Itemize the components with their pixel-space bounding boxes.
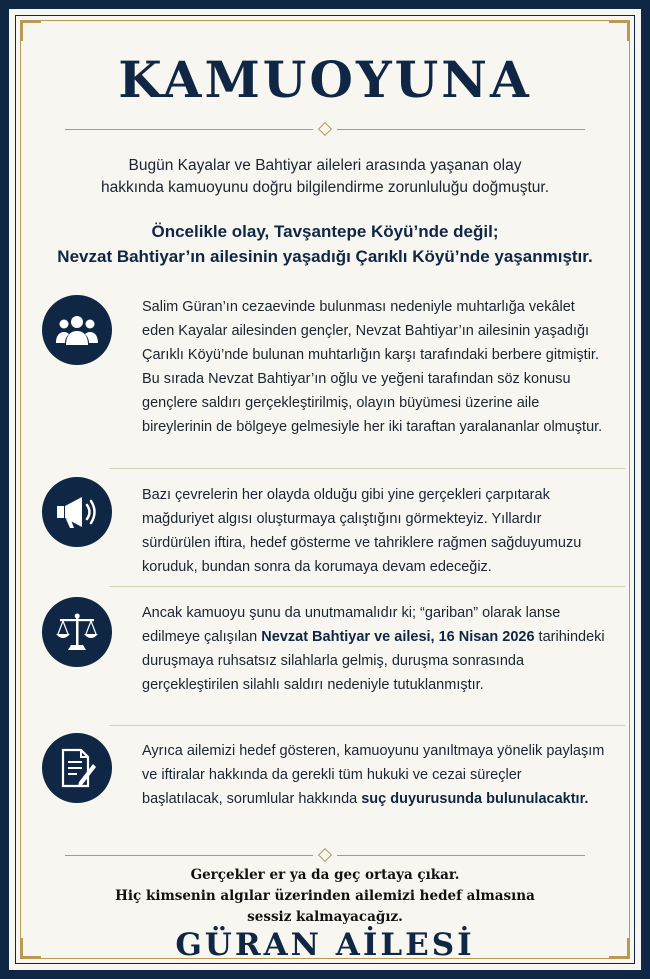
intro-paragraph <box>39 155 611 199</box>
scales-of-justice-icon <box>42 597 112 667</box>
statement-section <box>35 473 615 583</box>
section-text <box>142 601 605 697</box>
section-text-part: Ancak kamuoyu şunu da unutmamalıdır ki; “gariban” olarak lanse edilmeye çalışılan <box>142 605 561 645</box>
statement-section <box>35 729 615 837</box>
section-divider <box>109 725 625 726</box>
closing-statement <box>49 865 601 928</box>
closing-line: Gerçekler er ya da geç ortaya çıkar. <box>190 867 460 883</box>
statement-page <box>9 9 641 970</box>
section-text-bold: suç duyurusunda bulunulacaktır. <box>361 791 589 807</box>
headline <box>29 219 621 269</box>
ornament-divider <box>65 847 585 865</box>
diamond-icon <box>318 122 332 136</box>
diamond-icon <box>318 848 332 862</box>
closing-line: sessiz kalmayacağız. <box>247 909 403 925</box>
intro-line: Bugün Kayalar ve Bahtiyar aileleri arasında yaşanan olay <box>128 157 522 174</box>
megaphone-icon <box>42 477 112 547</box>
section-divider <box>109 586 625 587</box>
section-text: Salim Güran’ın cezaevinde bulunması nedeniyle muhtarlığa vekâlet eden Kayalar ailesinden gençler, Nevzat Bahtiyar’ın ailesinin yaşadığı Çarıklı Köyü’nde bulunan muhtarlığın karşı tarafındaki berbere gitmiştir. Bu sırada Nevzat Bahtiyar’ın oğlu ve yeğeni tarafından söz konusu gençlere saldırı gerçekleştirilmiş, olayın büyümesi üzerine aile bireylerinin de bölgeye gelmesiyle her iki taraftan yaralananlar olmuştur. <box>142 299 603 435</box>
people-group-icon <box>42 295 112 365</box>
section-text-bold: Nevzat Bahtiyar ve ailesi, 16 Nisan 2026 <box>261 629 535 645</box>
signature: GÜRAN AİLESİ <box>175 927 475 963</box>
section-text: Bazı çevrelerin her olayda olduğu gibi yine gerçekleri çarpıtarak mağduriyet algısı oluşturmaya çalıştığını görmekteyiz. Yıllardır sürdürülen iftira, hedef gösterme ve tahriklere rağmen sağduyumuzu koruduk, bundan sonra da korumaya devam edeceğiz. <box>142 487 582 575</box>
section-divider <box>109 468 625 469</box>
ornament-divider <box>65 121 585 139</box>
corner-ornament <box>21 21 41 41</box>
document-pen-icon <box>42 733 112 803</box>
section-text-part: Ayrıca ailemizi hedef gösteren, kamuoyunu yanıltmaya yönelik paylaşım ve iftiralar hakkında da gerekli tüm hukuki ve cezai süreçler başlatılacak, sorumlular hakkında <box>142 743 605 807</box>
closing-line: Hiç kimsenin algılar üzerinden ailemizi hedef almasına <box>115 888 535 904</box>
section-text-part: tarihindeki duruşmaya ruhsatsız silahlarla gelmiş, duruşma sonrasında gerçekleştirilen silahlı saldırı nedeniyle tutuklanmıştır. <box>142 629 605 693</box>
section-text <box>142 739 605 811</box>
statement-section <box>35 287 615 463</box>
page-title: KAMUOYUNA <box>118 50 532 109</box>
headline-line: Öncelikle olay, Tavşantepe Köyü’nde değil; <box>151 222 499 241</box>
headline-line: Nevzat Bahtiyar’ın ailesinin yaşadığı Çarıklı Köyü’nde yaşanmıştır. <box>57 247 593 266</box>
statement-section <box>35 591 615 719</box>
intro-line: hakkında kamuoyunu doğru bilgilendirme zorunluluğu doğmuştur. <box>100 179 550 196</box>
corner-ornament <box>609 21 629 41</box>
